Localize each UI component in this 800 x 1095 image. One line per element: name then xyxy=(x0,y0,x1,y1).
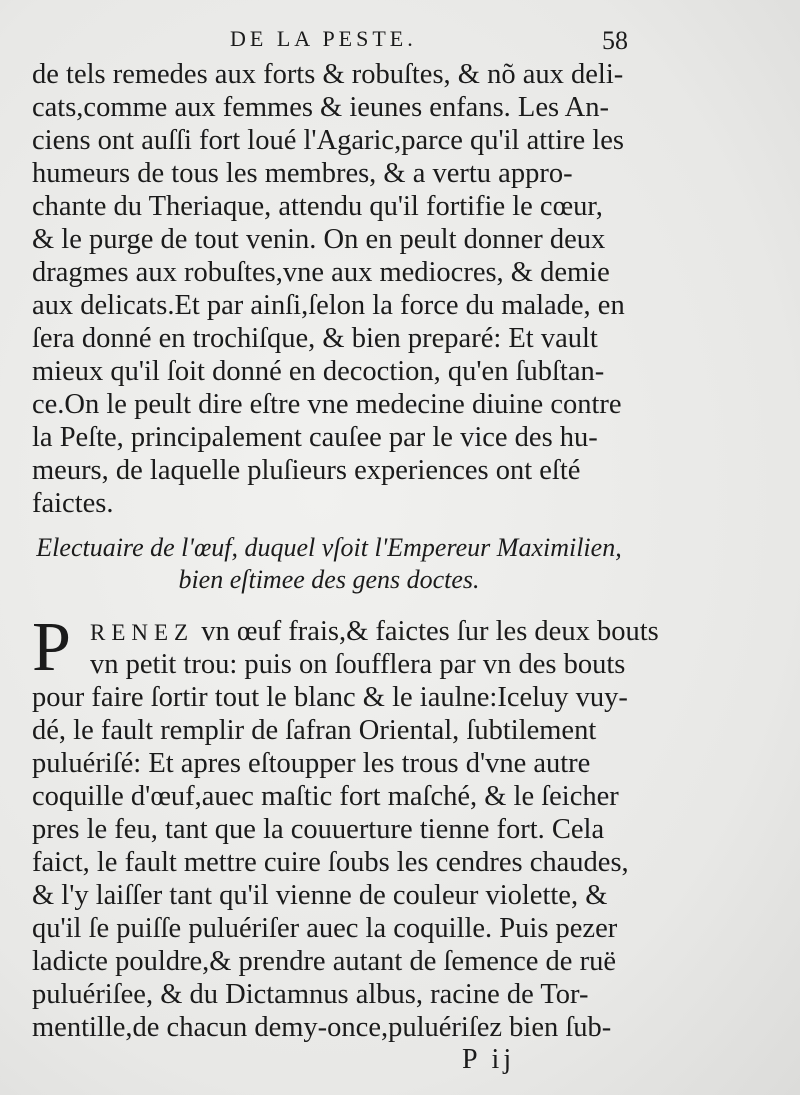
text-line: aux delicats.Et par ainſi,ſelon la force du malade, en xyxy=(32,290,625,321)
text-line: faict, le fault mettre cuire ſoubs les cendres chaudes, xyxy=(32,847,629,878)
text-line: ſera donné en trochiſque, & bien preparé: Et vault xyxy=(32,323,598,354)
line-remainder: vn œuf frais,& faictes ſur les deux bouts xyxy=(194,616,659,647)
text-line: faictes. xyxy=(32,488,114,519)
text-line: mieux qu'il ſoit donné en decoction, qu'en ſubſtan- xyxy=(32,356,605,387)
text-line: ladicte pouldre,& prendre autant de ſemence de ruë xyxy=(32,946,616,977)
text-line: pour faire ſortir tout le blanc & le iaulne:Iceluy vuy- xyxy=(32,682,628,713)
text-line: humeurs de tous les membres, & a vertu appro- xyxy=(32,158,573,189)
opening-word: RENEZ xyxy=(90,620,195,645)
paragraph-2 xyxy=(32,609,659,1045)
paragraph-1 xyxy=(32,58,628,520)
text-line: pres le feu, tant que la couuerture tienne fort. Cela xyxy=(32,814,605,845)
heading-line-1: Electuaire de l'œuf, duquel vſoit l'Empereur Maximilien, xyxy=(36,533,622,562)
text-line: ciens ont auſſi fort loué l'Agaric,parce qu'il attire les xyxy=(32,125,624,156)
text-line xyxy=(32,616,659,649)
page-header xyxy=(40,22,630,58)
text-line: meurs, de laquelle pluſieurs experiences ont eſté xyxy=(32,455,581,486)
text-line: la Peſte, principalement cauſee par le vice des hu- xyxy=(32,422,598,453)
heading-line-2: bien eſtimee des gens doctes. xyxy=(178,565,480,594)
text-line: puluériſé: Et apres eſtoupper les trous d'vne autre xyxy=(32,748,591,779)
text-line: chante du Theriaque, attendu qu'il fortifie le cœur, xyxy=(32,191,603,222)
text-line: de tels remedes aux forts & robuſtes, & nõ aux deli- xyxy=(32,59,624,90)
text-line: cats,comme aux femmes & ieunes enfans. Les An- xyxy=(32,92,609,123)
text-line: qu'il ſe puiſſe puluériſer auec la coquille. Puis pezer xyxy=(32,913,618,944)
text-line: mentille,de chacun demy-once,puluériſez bien ſub- xyxy=(32,1012,612,1043)
text-line: puluériſee, & du Dictamnus albus, racine de Tor- xyxy=(32,979,589,1010)
text-line: coquille d'œuf,auec maſtic fort maſché, & le ſeicher xyxy=(32,781,619,812)
text-line: dragmes aux robuſtes,vne aux mediocres, & demie xyxy=(32,257,610,288)
text-line: & l'y laiſſer tant qu'il vienne de couleur violette, & xyxy=(32,880,608,911)
text-line: & le purge de tout venin. On en peult donner deux xyxy=(32,224,606,255)
running-title: DE LA PESTE. xyxy=(230,26,417,51)
signature-mark: P ij xyxy=(462,1044,516,1075)
text-line: ce.On le peult dire eſtre vne medecine diuine contre xyxy=(32,389,622,420)
page-number: 58 xyxy=(602,26,628,55)
text-line: vn petit trou: puis on ſoufflera par vn des bouts xyxy=(90,649,626,680)
section-heading xyxy=(30,532,628,596)
text-line: dé, le fault remplir de ſafran Oriental, ſubtilement xyxy=(32,715,597,746)
drop-capital: P xyxy=(32,609,71,686)
